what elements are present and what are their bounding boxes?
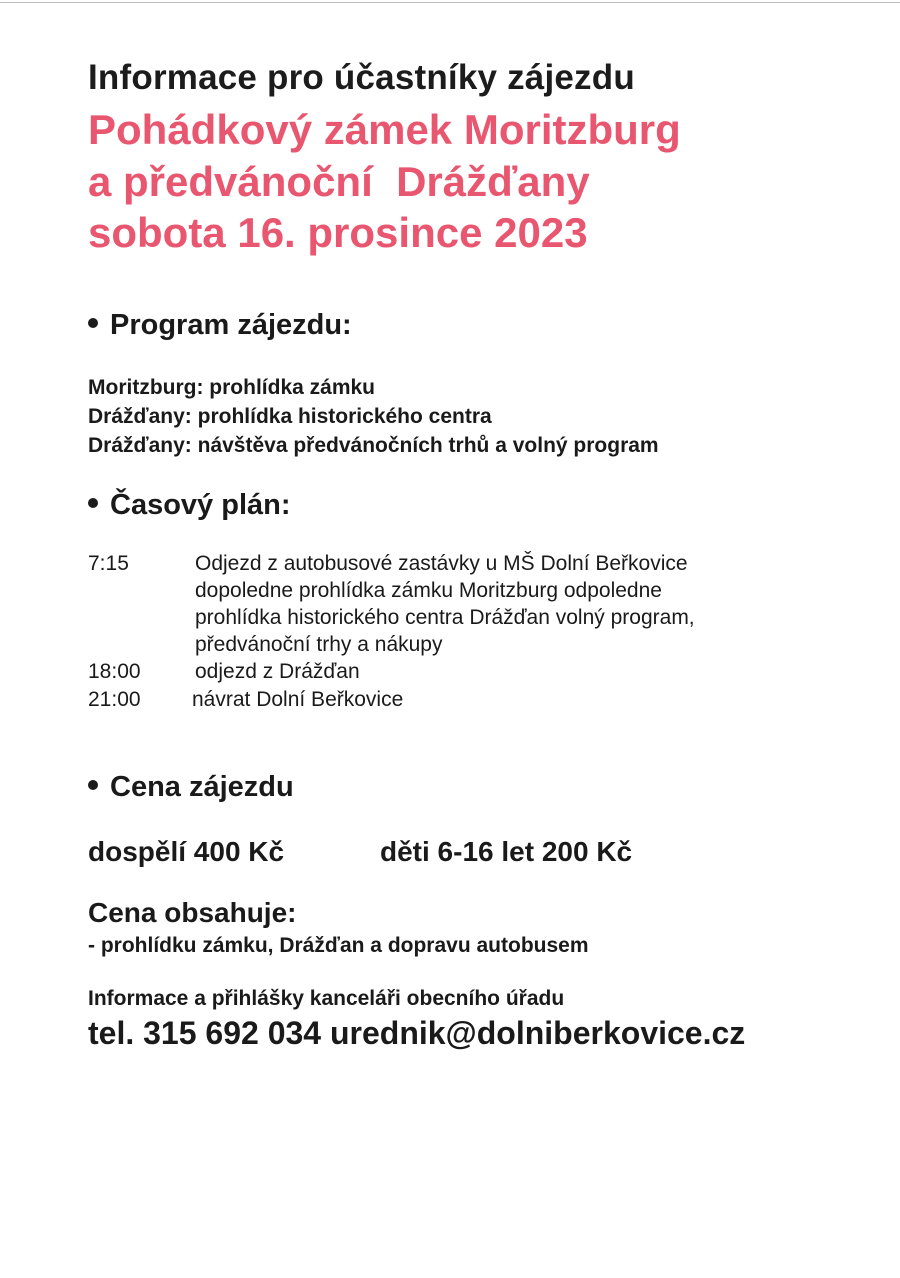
- program-heading: Program zájezdu:: [110, 309, 352, 341]
- program-heading-row: [88, 309, 352, 342]
- program-item: Drážďany: prohlídka historického centra: [88, 405, 492, 428]
- price-includes-text: - prohlídku zámku, Drážďan a dopravu autobusem: [88, 934, 589, 957]
- schedule-desc-line: Odjezd z autobusové zastávky u MŠ Dolní Beřkovice: [195, 552, 688, 575]
- bullet-icon: [88, 318, 98, 328]
- contact-phone-email: tel. 315 692 034 urednik@dolniberkovice.cz: [88, 1015, 746, 1051]
- schedule-desc-line: návrat Dolní Beřkovice: [192, 688, 404, 711]
- program-item: Moritzburg: prohlídka zámku: [88, 376, 376, 399]
- price-adults: dospělí 400 Kč: [88, 836, 285, 867]
- schedule-desc-line: odjezd z Drážďan: [195, 660, 360, 683]
- schedule-desc-line: dopoledne prohlídka zámku Moritzburg odpoledne: [195, 579, 662, 602]
- title-line-2: a předvánoční Drážďany: [88, 158, 590, 205]
- schedule-heading-row: [88, 489, 291, 522]
- price-heading: Cena zájezdu: [110, 771, 294, 803]
- price-includes-heading: Cena obsahuje:: [88, 897, 297, 928]
- title-line-1: Pohádkový zámek Moritzburg: [88, 106, 681, 153]
- schedule-time: 18:00: [88, 660, 141, 683]
- schedule-desc-line: předvánoční trhy a nákupy: [195, 633, 443, 656]
- trip-date: sobota 16. prosince 2023: [88, 209, 588, 256]
- price-children: děti 6-16 let 200 Kč: [380, 836, 633, 867]
- program-item: Drážďany: návštěva předvánočních trhů a volný program: [88, 434, 659, 457]
- intro-heading: Informace pro účastníky zájezdu: [88, 58, 635, 97]
- contact-info: Informace a přihlášky kanceláři obecního úřadu: [88, 987, 565, 1010]
- price-heading-row: [88, 771, 294, 804]
- schedule-desc-line: prohlídka historického centra Drážďan volný program,: [195, 606, 695, 629]
- schedule-heading: Časový plán:: [110, 489, 291, 521]
- schedule-time: 21:00: [88, 688, 141, 711]
- schedule-time: 7:15: [88, 552, 129, 575]
- bullet-icon: [88, 780, 98, 790]
- bullet-icon: [88, 498, 98, 508]
